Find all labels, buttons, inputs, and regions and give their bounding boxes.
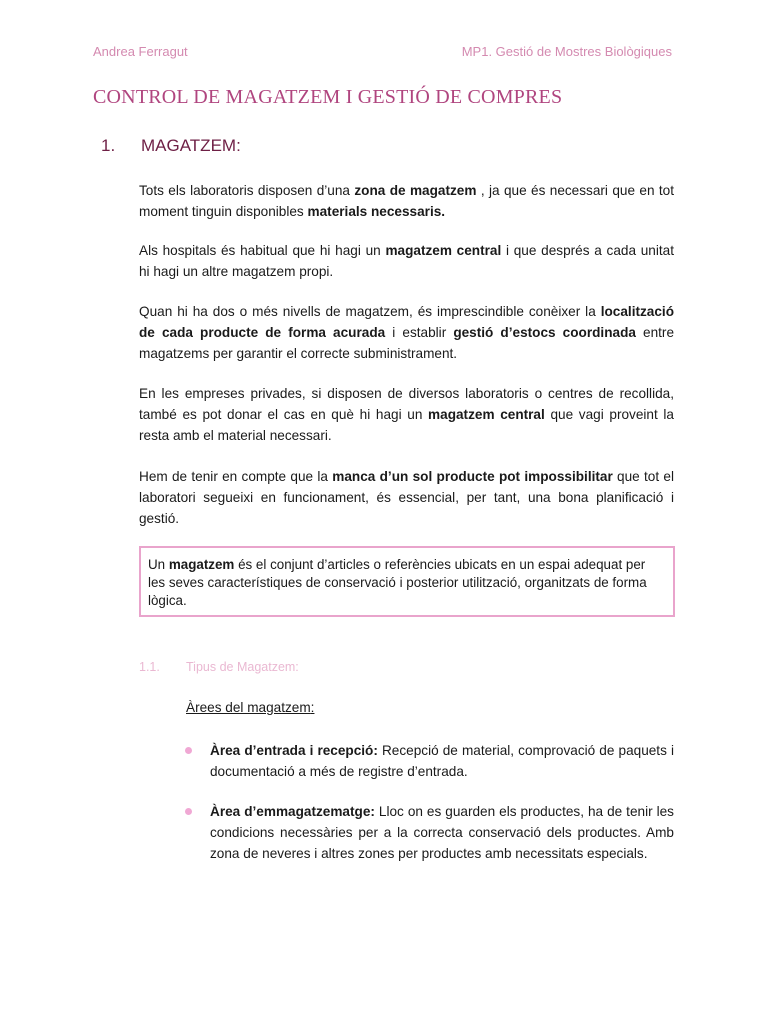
text-run: i que després a cada unitat hi hagi un altre magatzem propi. (139, 243, 674, 279)
text-run: Recepció de material, comprovació de paquets i documentació a més de registre d’entrada. (210, 743, 674, 779)
section-heading-magatzem (101, 136, 241, 156)
bold-text: gestió d’estocs coordinada (453, 325, 636, 340)
document-title: CONTROL DE MAGATZEM I GESTIÓ DE COMPRES (93, 86, 563, 108)
list-item-emmagatzematge (210, 801, 674, 864)
subsection-title: Tipus de Magatzem: (186, 660, 299, 674)
list-item-text (210, 740, 674, 782)
bold-text: Àrea d’entrada i recepció: (210, 743, 378, 758)
subsection-heading-tipus (139, 660, 299, 674)
text-run: Tots els laboratoris disposen d’una (139, 183, 355, 198)
paragraph-5 (139, 466, 674, 529)
subsection-number: 1.1. (139, 660, 160, 674)
bold-text: manca d’un sol producte pot impossibilitar (332, 469, 613, 484)
definition-box (139, 546, 675, 617)
text-run: és el conjunt d’articles o referències ubicats en un espai adequat per les seves característiques de conservació i posterior utilització, organitzats de forma lògica. (148, 557, 647, 608)
section-number: 1. (101, 136, 116, 155)
list-item-text (210, 801, 674, 864)
bold-text: magatzem (168, 557, 235, 572)
section-title: MAGATZEM: (141, 136, 241, 155)
paragraph-4 (139, 383, 674, 446)
text-run: , ja que és necessari que en tot moment tinguin disponibles (139, 183, 674, 219)
bold-text: zona de magatzem (354, 183, 477, 198)
text-run: Quan hi ha dos o més nivells de magatzem, és imprescindible conèixer la (139, 304, 601, 319)
paragraph-2 (139, 240, 674, 282)
bullet-dot-icon (185, 808, 192, 815)
paragraph-3 (139, 301, 674, 364)
text-run: i establir (385, 325, 454, 340)
bold-text: magatzem central (385, 243, 502, 258)
paragraph-1 (139, 180, 674, 222)
bullet-dot-icon (185, 747, 192, 754)
bold-text: materials necessaris. (307, 204, 446, 219)
text-run: que tot el laboratori segueixi en funcionament, és essencial, per tant, una bona planificació i gestió. (139, 469, 675, 526)
areas-title (186, 700, 314, 715)
header-module: MP1. Gestió de Mostres Biològiques (461, 44, 672, 59)
header-author: Andrea Ferragut (93, 44, 188, 59)
bold-text: magatzem central (428, 407, 545, 422)
areas-title-colon: : (310, 700, 315, 715)
bold-text: localització de cada producte de forma acurada (139, 304, 674, 340)
text-run: Lloc on es guarden els productes, ha de tenir les condicions necessàries per a la correcta conservació dels productes. Amb zona de neveres i altres zones per productes amb necessitats especials. (210, 804, 674, 861)
bold-text: Àrea d’emmagatzematge: (210, 804, 375, 819)
text-run: que vagi proveint la resta amb el material necessari. (139, 407, 674, 443)
text-run: Un (148, 557, 169, 572)
text-run: Hem de tenir en compte que la (139, 469, 333, 484)
definition-text (148, 556, 665, 610)
areas-title-text: Àrees del magatzem (186, 700, 311, 715)
text-run: En les empreses privades, si disposen de diversos laboratoris o centres de recollida, també es pot donar el cas en què hi hagi un (139, 386, 674, 422)
list-item-entrada (210, 740, 674, 782)
text-run: Als hospitals és habitual que hi hagi un (139, 243, 386, 258)
text-run: entre magatzems per garantir el correcte subministrament. (139, 325, 675, 361)
